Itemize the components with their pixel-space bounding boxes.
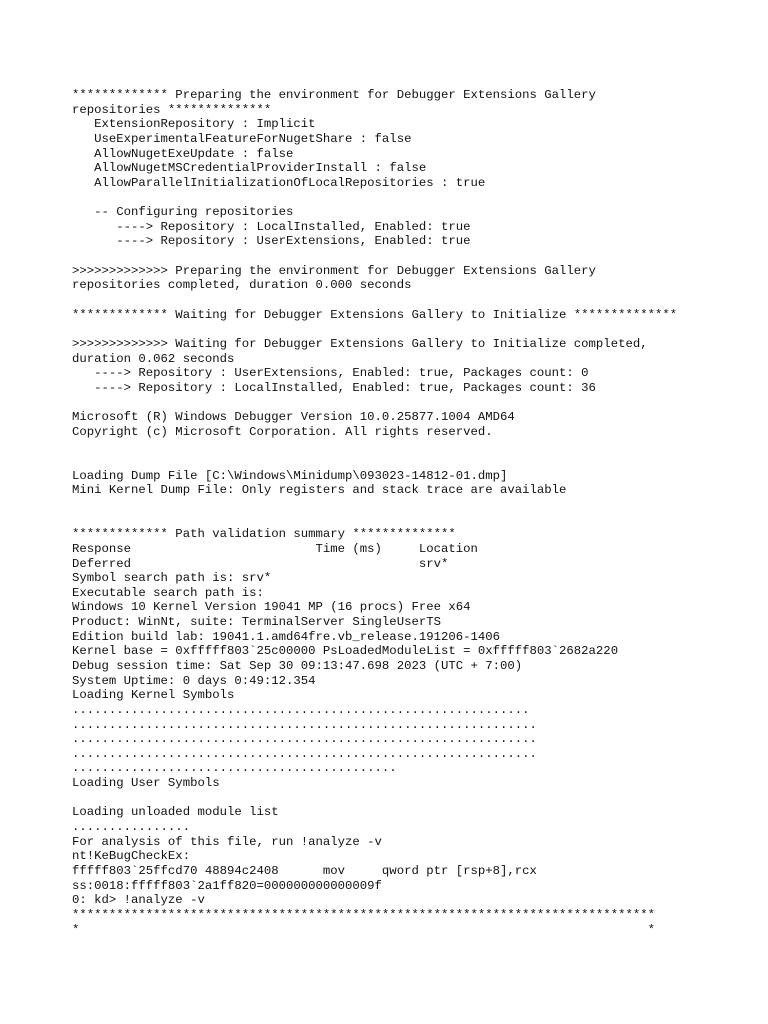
progress-dots: ............................................................... (72, 746, 537, 761)
output-line: repositories completed, duration 0.000 seconds (72, 278, 412, 293)
debugger-output (72, 88, 752, 937)
blank-line (72, 498, 752, 513)
output-line: Deferred srv* (72, 556, 449, 571)
star-border-line: * * (72, 922, 655, 937)
progress-dots: ............................................................... (72, 717, 537, 732)
blank-line (72, 513, 752, 528)
output-line: UseExperimentalFeatureForNugetShare : false (72, 131, 412, 146)
output-line: Edition build lab: 19041.1.amd64fre.vb_release.191206-1406 (72, 629, 501, 644)
output-line: Loading unloaded module list (72, 805, 279, 820)
progress-dots: .............................................................. (72, 702, 530, 717)
star-border-line: ******************************************************************************* (72, 907, 655, 922)
output-line: Kernel base = 0xfffff803`25c00000 PsLoadedModuleList = 0xfffff803`2682a220 (72, 644, 619, 659)
output-line: Loading Kernel Symbols (72, 688, 235, 703)
output-line: Copyright (c) Microsoft Corporation. All rights reserved. (72, 424, 493, 439)
progress-dots: ............................................ (72, 761, 397, 776)
output-line: System Uptime: 0 days 0:49:12.354 (72, 673, 316, 688)
blank-line (72, 454, 752, 469)
blank-line (72, 395, 752, 410)
output-line: AllowNugetExeUpdate : false (72, 146, 294, 161)
blank-line (72, 293, 752, 308)
output-line: ----> Repository : UserExtensions, Enabled: true, Packages count: 0 (72, 366, 589, 381)
command-prompt-line: 0: kd> !analyze -v (72, 893, 205, 908)
blank-line (72, 249, 752, 264)
output-line: Windows 10 Kernel Version 19041 MP (16 procs) Free x64 (72, 600, 471, 615)
output-line: Mini Kernel Dump File: Only registers and stack trace are available (72, 483, 567, 498)
output-line: repositories ************** (72, 102, 272, 117)
progress-dots: ............................................................... (72, 732, 537, 747)
blank-line (72, 439, 752, 454)
disassembly-line: fffff803`25ffcd70 48894c2408 mov qword ptr [rsp+8],rcx (72, 863, 537, 878)
output-line: For analysis of this file, run !analyze -v (72, 834, 382, 849)
output-line: Symbol search path is: srv* (72, 571, 272, 586)
output-line: ************* Preparing the environment for Debugger Extensions Gallery (72, 88, 596, 102)
output-line: Product: WinNt, suite: TerminalServer SingleUserTS (72, 615, 441, 630)
output-line: ************* Waiting for Debugger Extensions Gallery to Initialize ************** (72, 307, 678, 322)
progress-dots: ................ (72, 820, 191, 835)
output-line: Loading Dump File [C:\Windows\Minidump\093023-14812-01.dmp] (72, 468, 508, 483)
output-line: AllowParallelInitializationOfLocalRepositories : true (72, 175, 486, 190)
output-line: ----> Repository : LocalInstalled, Enabled: true (72, 219, 471, 234)
output-line: ExtensionRepository : Implicit (72, 117, 316, 132)
output-line: ************* Path validation summary ************** (72, 527, 456, 542)
blank-line (72, 190, 752, 205)
output-line: ----> Repository : UserExtensions, Enabled: true (72, 234, 471, 249)
blank-line (72, 322, 752, 337)
output-line: Loading User Symbols (72, 776, 220, 791)
output-line: duration 0.062 seconds (72, 351, 235, 366)
output-line: nt!KeBugCheckEx: (72, 849, 191, 864)
output-line: >>>>>>>>>>>>> Waiting for Debugger Extensions Gallery to Initialize completed, (72, 336, 648, 351)
output-line: >>>>>>>>>>>>> Preparing the environment for Debugger Extensions Gallery (72, 263, 596, 278)
output-line: Response Time (ms) Location (72, 541, 478, 556)
blank-line (72, 791, 752, 806)
output-line: Microsoft (R) Windows Debugger Version 10.0.25877.1004 AMD64 (72, 410, 515, 425)
output-line: -- Configuring repositories (72, 205, 294, 220)
output-line: Debug session time: Sat Sep 30 09:13:47.698 2023 (UTC + 7:00) (72, 658, 523, 673)
output-line: Executable search path is: (72, 585, 264, 600)
output-line: ----> Repository : LocalInstalled, Enabled: true, Packages count: 36 (72, 380, 596, 395)
output-line: ss:0018:fffff803`2a1ff820=000000000000009f (72, 878, 382, 893)
output-line: AllowNugetMSCredentialProviderInstall : false (72, 161, 427, 176)
